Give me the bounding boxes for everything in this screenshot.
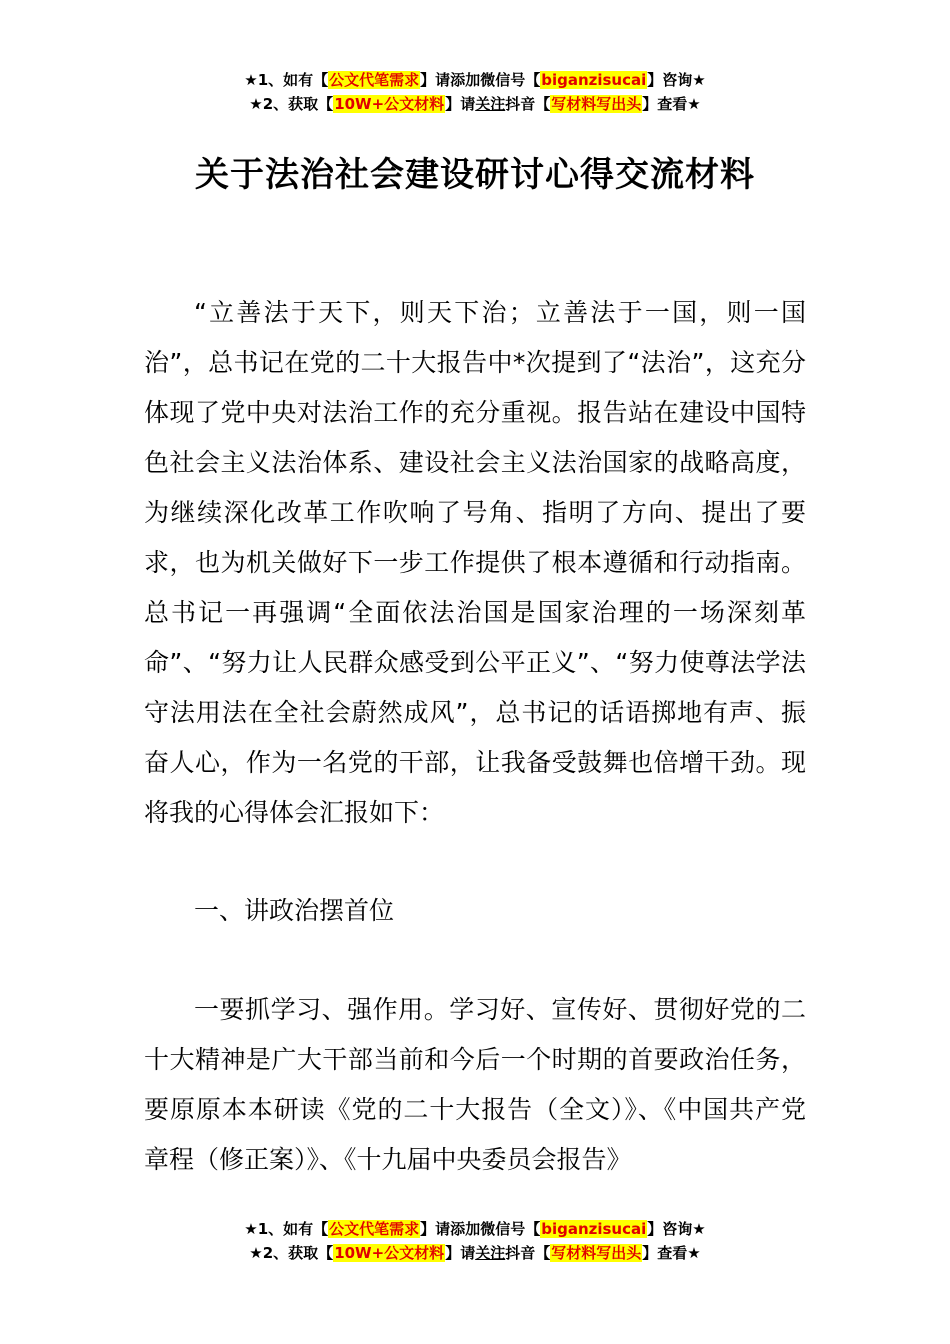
banner-highlight: 公文代笔需求 [329, 1220, 420, 1238]
banner-highlight: 写材料写出头 [551, 1244, 642, 1262]
header-banner [0, 68, 950, 116]
banner-text: 微信号【 [480, 1220, 541, 1238]
banner-line-1 [0, 1217, 950, 1241]
banner-text: 】请 [445, 95, 476, 113]
banner-text: ★1、如有【 [244, 71, 329, 89]
banner-text: ★1、如有【 [244, 1220, 329, 1238]
banner-text: 】咨询★ [647, 1220, 706, 1238]
banner-highlight: 写材料写出头 [551, 95, 642, 113]
banner-text: 】请添 [420, 71, 466, 89]
banner-wechat-id: biganzisucai [541, 1220, 647, 1238]
banner-text: 】咨询★ [647, 71, 706, 89]
banner-line-2 [0, 1241, 950, 1265]
footer-banner [0, 1217, 950, 1265]
banner-text: 】查看★ [642, 95, 701, 113]
banner-text: 关注 [475, 1244, 506, 1262]
banner-text: 】查看★ [642, 1244, 701, 1262]
banner-text: 微信号【 [480, 71, 541, 89]
document-title: 关于法治社会建设研讨心得交流材料 [195, 155, 755, 195]
banner-text: 加 [465, 1220, 481, 1238]
banner-highlight: 公文代笔需求 [329, 71, 420, 89]
banner-text: 】请添 [420, 1220, 466, 1238]
section-heading: 一、讲政治摆首位 [194, 896, 395, 925]
banner-line-2 [0, 92, 950, 116]
banner-text: ★2、获取【 [249, 95, 334, 113]
banner-text: 】请 [445, 1244, 476, 1262]
banner-line-1 [0, 68, 950, 92]
body-paragraph: “立善法于天下，则天下治；立善法于一国，则一国治”，总书记在党的二十大报告中*次提到了“法治”，这充分体现了党中央对法治工作的充分重视。报告站在建设中国特色社会主义法治体系、建设社会主义法治国家的战略高度，为继续深化改革工作吹响了号角、指明了方向、提出了要求，也为机关做好下一步工作提供了根本遵循和行动指南。总书记一再强调“全面依法治国是国家治理的一场深刻革命”、“努力让人民群众感受到公平正义”、“努力使尊法学法守法用法在全社会蔚然成风”，总书记的话语掷地有声、振奋人心，作为一名党的干部，让我备受鼓舞也倍增干劲。现将我的心得体会汇报如下： [144, 298, 806, 827]
banner-text: 加 [465, 71, 481, 89]
banner-wechat-id: biganzisucai [541, 71, 647, 89]
banner-text: ★2、获取【 [249, 1244, 334, 1262]
banner-text: 关注 [475, 95, 506, 113]
banner-highlight: 10W+公文材料 [334, 95, 445, 113]
body-paragraph: 一要抓学习、强作用。学习好、宣传好、贯彻好党的二十大精神是广大干部当前和今后一个时期的首要政治任务，要原原本本研读《党的二十大报告（全文）》、《中国共产党章程（修正案）》、《十九届中央委员会报告》 [144, 995, 806, 1174]
banner-text: 抖音【 [505, 95, 551, 113]
banner-highlight: 10W+公文材料 [334, 1244, 445, 1262]
banner-text: 抖音【 [505, 1244, 551, 1262]
